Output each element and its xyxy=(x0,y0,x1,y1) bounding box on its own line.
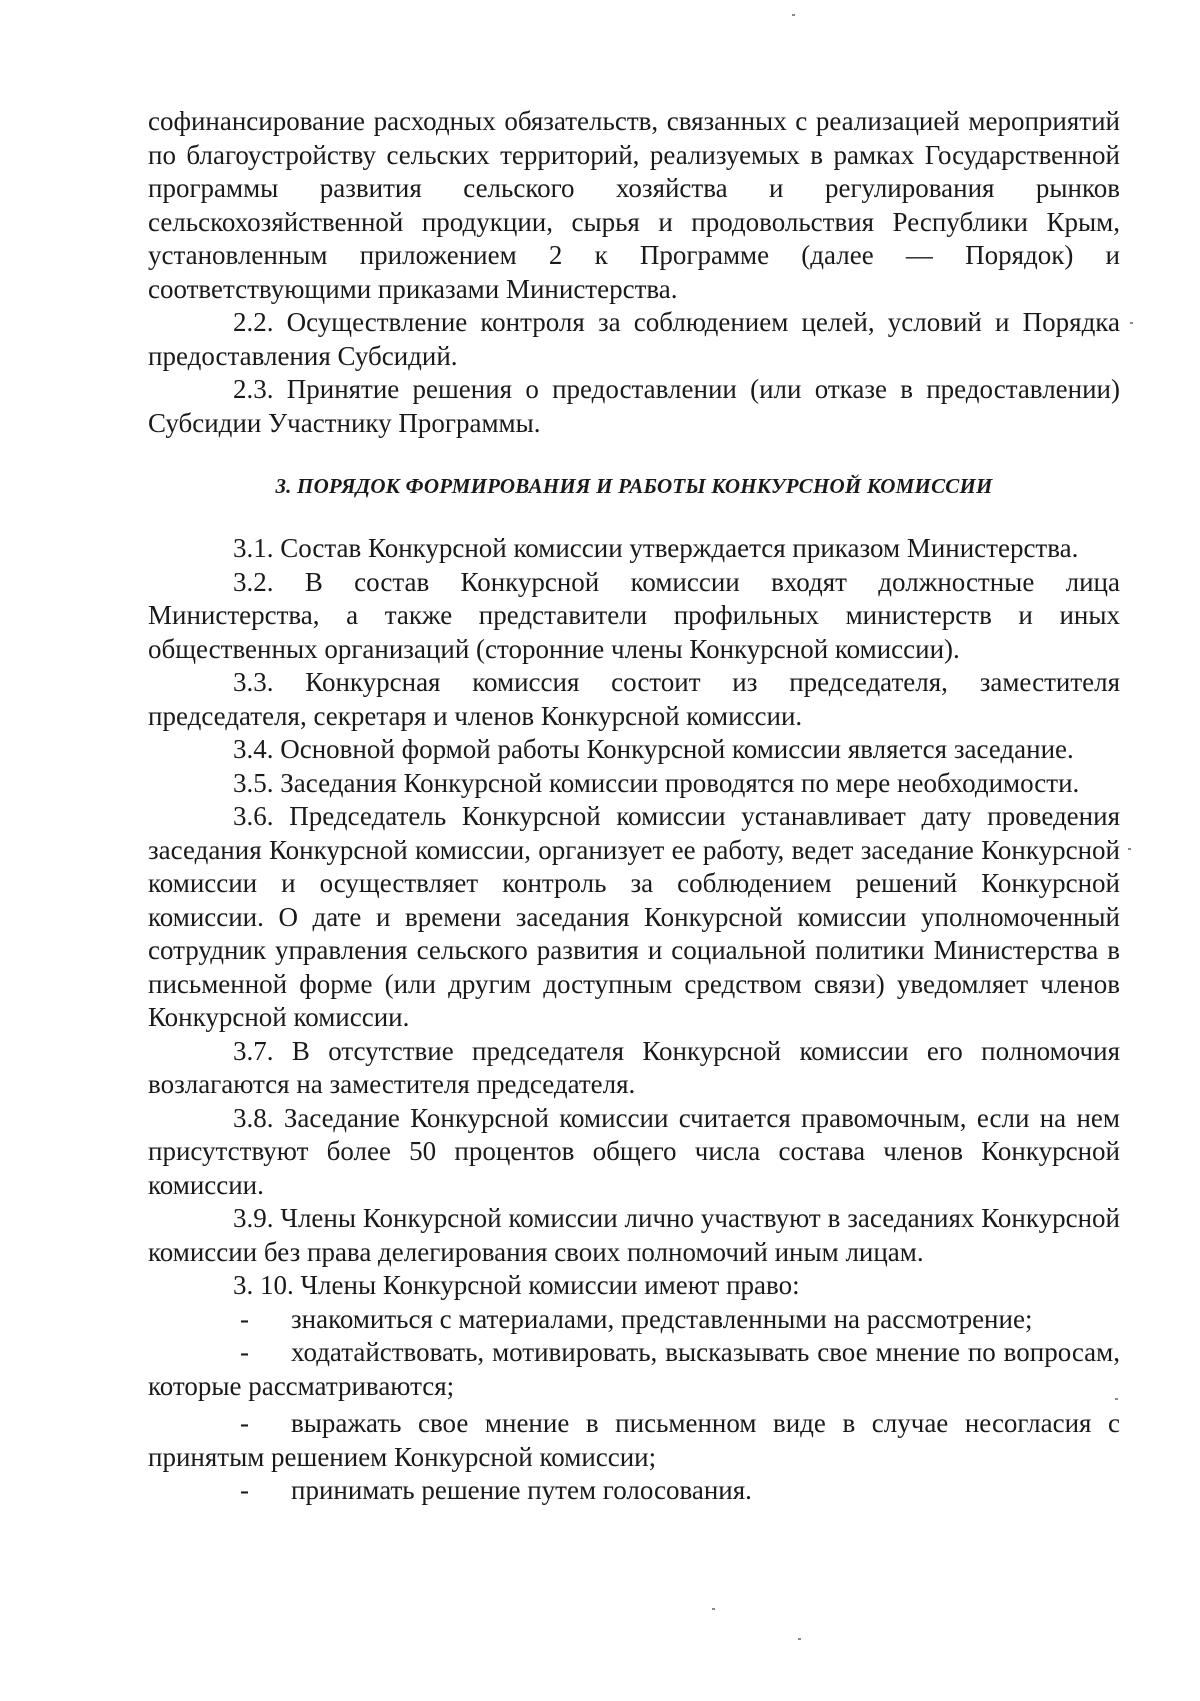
paragraph-3-1: 3.1. Состав Конкурсной комиссии утверждается приказом Министерства. xyxy=(233,533,1079,563)
list-item-text: ходатайствовать, мотивировать, высказывать свое мнение по вопросам, которые рассматриваются; xyxy=(148,1337,1120,1401)
document-body xyxy=(148,105,1120,1508)
paragraph-3-3: 3.3. Конкурсная комиссия состоит из председателя, заместителя председателя, секретаря и членов Конкурсной комиссии. xyxy=(148,667,1120,731)
list-item xyxy=(148,1303,1120,1337)
list-dash-marker: - xyxy=(240,1337,249,1367)
paragraph-3-9: 3.9. Члены Конкурсной комиссии лично участвуют в заседаниях Конкурсной комиссии без права делегирования своих полномочий иным лицам. xyxy=(148,1203,1120,1267)
paragraph-3-7: 3.7. В отсутствие председателя Конкурсной комиссии его полномочия возлагаются на заместителя председателя. xyxy=(148,1035,1120,1099)
paragraph-2-3: 2.3. Принятие решения о предоставлении (или отказе в предоставлении) Субсидии Участнику Программы. xyxy=(148,374,1120,438)
list-dash-marker: - xyxy=(240,1475,249,1505)
list-item xyxy=(148,1336,1120,1403)
paragraph-2-2: 2.2. Осуществление контроля за соблюдением целей, условий и Порядка предоставления Субсидий. xyxy=(148,307,1120,371)
paragraph-3-2: 3.2. В состав Конкурсной комиссии входят должностные лица Министерства, а также представители профильных министерств и иных общественных организаций (сторонние члены Конкурсной комиссии). xyxy=(148,566,1120,664)
list-item-text: выражать свое мнение в письменном виде в случае несогласия с принятым решением Конкурсной комиссии; xyxy=(148,1408,1120,1472)
paragraph-2-1-continuation: софинансирование расходных обязательств, связанных с реализацией мероприятий по благоустройству сельских территорий, реализуемых в рамках Государственной программы развития сельского хозяйства и регулирования рынков сельскохозяйственной продукции, сырья и продовольствия Республики Крым, установленным приложением 2 к Программе (далее — Порядок) и соответствующими приказами Министерства. xyxy=(148,106,1120,304)
list-dash-marker: - xyxy=(240,1408,249,1438)
paragraph-3-4: 3.4. Основной формой работы Конкурсной комиссии является заседание. xyxy=(233,734,1074,764)
paragraph-3-6: 3.6. Председатель Конкурсной комиссии устанавливает дату проведения заседания Конкурсной комиссии, организует ее работу, ведет заседание Конкурсной комиссии и осуществляет контроль за соблюдением решений Конкурсной комиссии. О дате и времени заседания Конкурсной комиссии уполномоченный сотрудник управления сельского развития и социальной политики Министерства в письменной форме (или другим доступным средством связи) уведомляет членов Конкурсной комиссии. xyxy=(148,801,1120,1032)
paragraph-3-10: 3. 10. Члены Конкурсной комиссии имеют право: xyxy=(233,1270,800,1300)
scan-speck xyxy=(798,1638,801,1640)
scan-speck xyxy=(712,1608,715,1610)
rights-list xyxy=(148,1303,1120,1508)
paragraph-3-5: 3.5. Заседания Конкурсной комиссии проводятся по мере необходимости. xyxy=(233,767,1080,798)
list-dash-marker: - xyxy=(240,1303,249,1334)
list-item xyxy=(148,1407,1120,1474)
list-item xyxy=(148,1474,1120,1508)
list-item-text: знакомиться с материалами, представленными на рассмотрение; xyxy=(291,1303,1033,1334)
paragraph-3-8: 3.8. Заседание Конкурсной комиссии считается правомочным, если на нем присутствуют более 50 процентов общего числа состава членов Конкурсной комиссии. xyxy=(148,1102,1120,1200)
scan-speck xyxy=(1128,848,1131,850)
scan-speck xyxy=(792,14,795,16)
scan-speck xyxy=(1130,322,1133,324)
list-item-text: принимать решение путем голосования. xyxy=(291,1475,752,1505)
section-3-heading: 3. ПОРЯДОК ФОРМИРОВАНИЯ И РАБОТЫ КОНКУРСНОЙ КОМИССИИ xyxy=(275,474,993,498)
